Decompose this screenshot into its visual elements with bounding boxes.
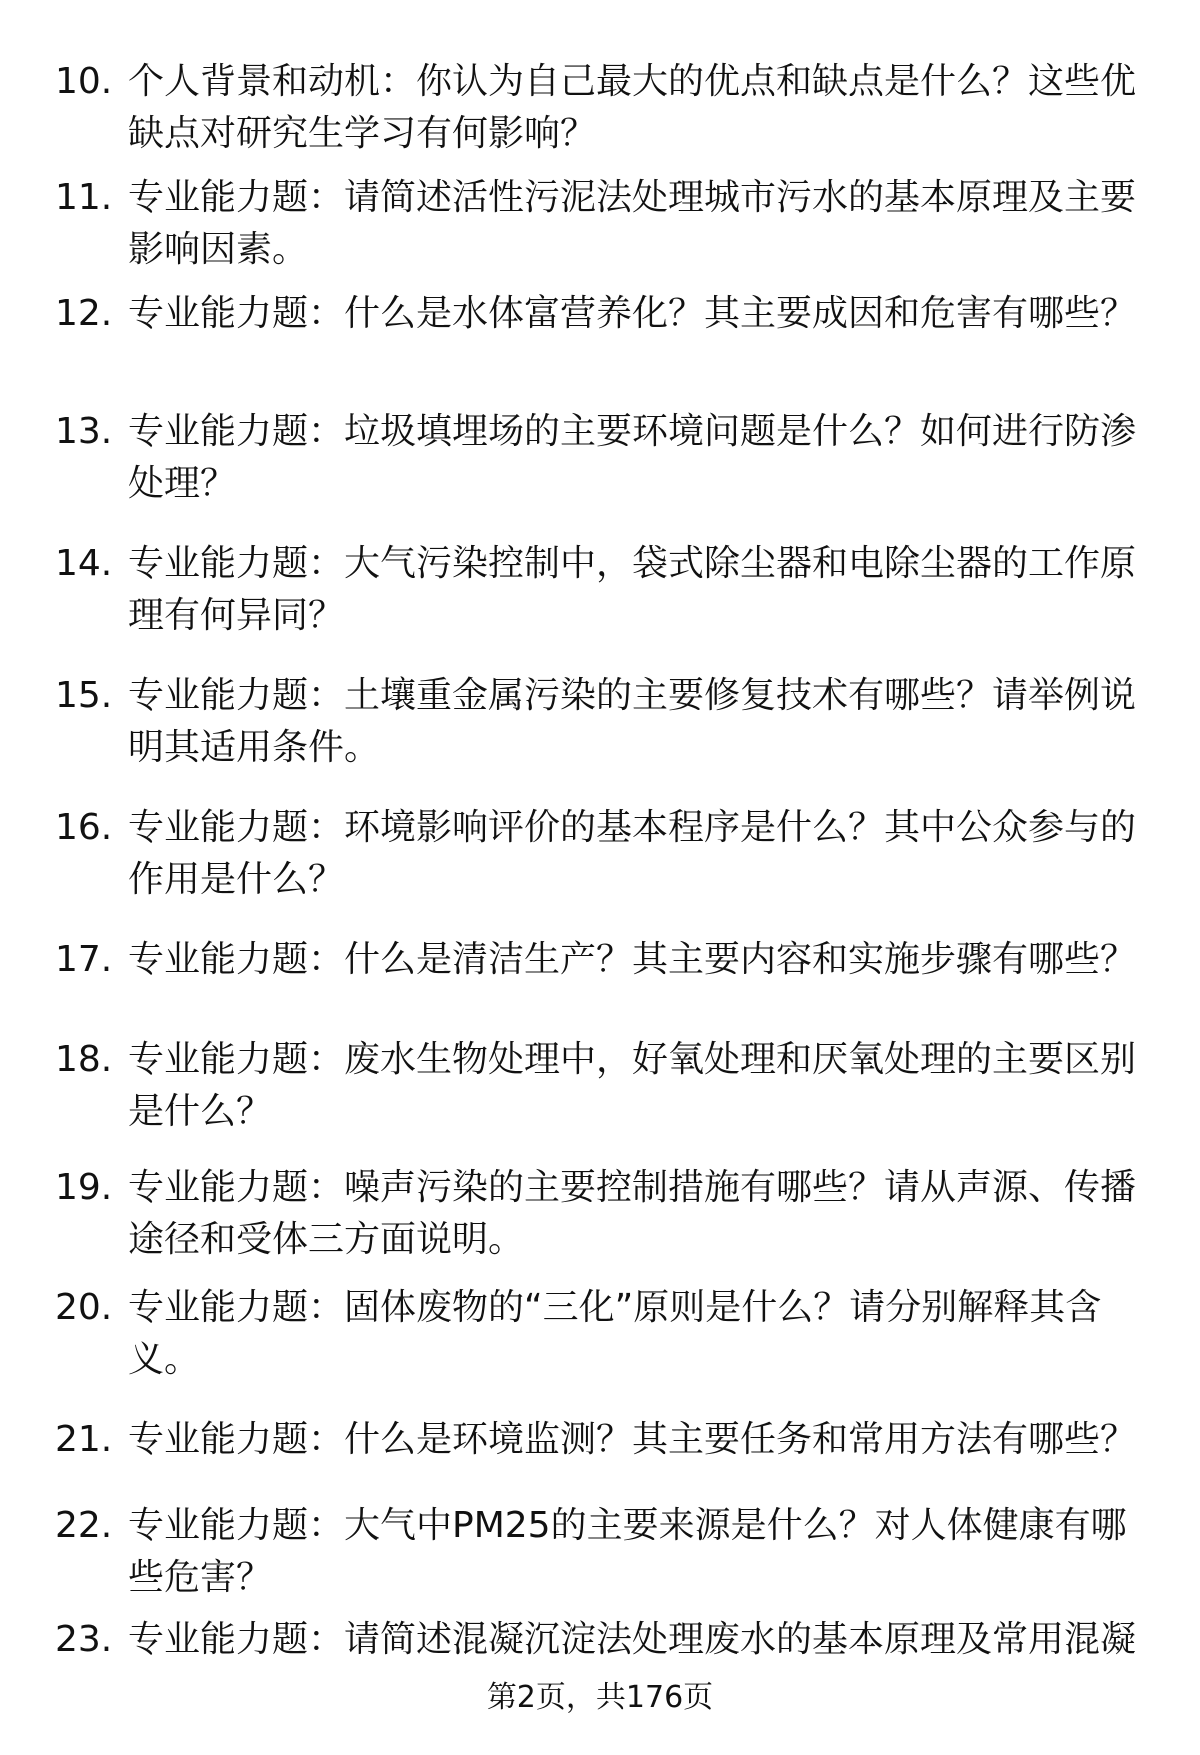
question-number: 14. — [55, 543, 113, 584]
question-number: 19. — [55, 1167, 113, 1208]
question-text: 专业能力题：什么是清洁生产？其主要内容和实施步骤有哪些？ — [128, 939, 1137, 980]
question-number: 23. — [55, 1619, 113, 1660]
question-text: 专业能力题：请简述活性污泥法处理城市污水的基本原理及主要影响因素。 — [128, 177, 1137, 270]
question-number: 10. — [55, 61, 113, 102]
question-text: 专业能力题：环境影响评价的基本程序是什么？其中公众参与的作用是什么？ — [128, 807, 1137, 900]
question-number: 22. — [55, 1505, 113, 1546]
question-number: 15. — [55, 675, 113, 716]
question-number: 20. — [55, 1287, 113, 1328]
question-text: 专业能力题：土壤重金属污染的主要修复技术有哪些？请举例说明其适用条件。 — [128, 675, 1137, 768]
question-text: 专业能力题：垃圾填埋场的主要环境问题是什么？如何进行防渗处理？ — [128, 411, 1137, 504]
question-text: 专业能力题：什么是环境监测？其主要任务和常用方法有哪些？ — [128, 1419, 1137, 1460]
question-number: 12. — [55, 293, 113, 334]
question-text: 个人背景和动机：你认为自己最大的优点和缺点是什么？这些优缺点对研究生学习有何影响？ — [128, 61, 1137, 154]
question-number: 16. — [55, 807, 113, 848]
question-number: 13. — [55, 411, 113, 452]
question-text: 专业能力题：大气中PM25的主要来源是什么？对人体健康有哪些危害？ — [128, 1505, 1127, 1598]
question-number: 11. — [55, 177, 113, 218]
question-number: 21. — [55, 1419, 113, 1460]
page-footer: 第2页，共176页 — [486, 1680, 714, 1715]
question-text: 专业能力题：大气污染控制中，袋式除尘器和电除尘器的工作原理有何异同？ — [128, 543, 1137, 636]
question-number: 18. — [55, 1039, 113, 1080]
question-text: 专业能力题：废水生物处理中，好氧处理和厌氧处理的主要区别是什么？ — [128, 1039, 1137, 1132]
question-text: 专业能力题：请简述混凝沉淀法处理废水的基本原理及常用混凝 — [128, 1619, 1137, 1660]
question-number: 17. — [55, 939, 113, 980]
question-text: 专业能力题：什么是水体富营养化？其主要成因和危害有哪些？ — [128, 293, 1137, 334]
question-text: 专业能力题：固体废物的“三化”原则是什么？请分别解释其含义。 — [128, 1287, 1102, 1380]
question-text: 专业能力题：噪声污染的主要控制措施有哪些？请从声源、传播途径和受体三方面说明。 — [128, 1167, 1137, 1260]
